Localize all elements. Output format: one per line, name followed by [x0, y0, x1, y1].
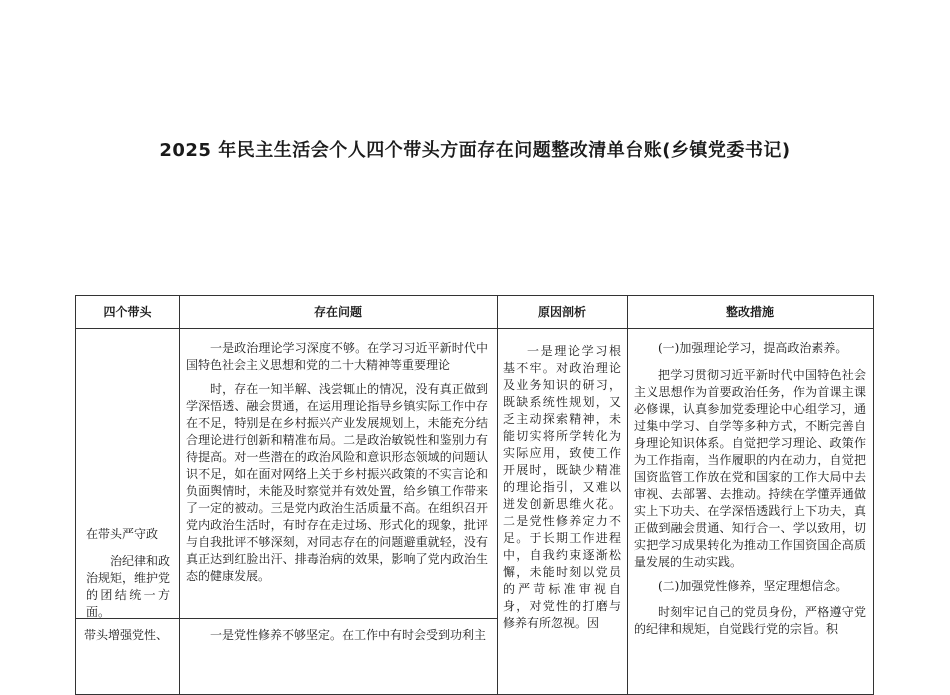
column-divider — [627, 296, 628, 694]
rectification-table — [75, 295, 874, 695]
measure-paragraph-1: 把学习贯彻习近平新时代中国特色社会主义思想作为首要政治任务，作为首课主课必修课，认真参加党委理论中心组学习，通过集中学习、自学等多种方式，不断完善自身理论知识体系。自觉把学习理论、政策作为工作指南，当作履职的内在动力，自觉把国资监管工作放在党和国家的工作大局中去审视、去部署、去推动。持续在学懂弄通做实上下功夫、在学深悟透践行上下功夫，真正做到融会贯通、知行合一、学以致用，切实把学习成果转化为推动工作国资国企高质量发展的生动实践。 — [634, 368, 866, 569]
measure-cell — [634, 340, 866, 638]
problem-paragraph-1: 一是政治理论学习深度不够。在学习习近平新时代中国特色社会主义思想和党的二十大精神等重要理论 — [186, 341, 488, 372]
page-title: 2025 年民主生活会个人四个带头方面存在问题整改清单台账(乡镇党委书记) — [159, 140, 791, 161]
header-divider — [76, 328, 873, 329]
lead-area-cell-2: 带头增强党性、 — [84, 628, 169, 642]
problem-cell — [186, 340, 488, 585]
measure-heading-2: (二)加强党性修养，坚定理想信念。 — [658, 579, 848, 593]
problem-paragraph-2: 时，存在一知半解、浅尝辄止的情况，没有真正做到学深悟透、融会贯通，在运用理论指导乡镇实际工作中存在不足，特别是在乡村振兴产业发展规划上，未能充分结合理论进行创新和精准布局。二是政治敏锐性和鉴别力有待提高。对一些潜在的政治风险和意识形态领域的问题认识不足，如在面对网络上关于乡村振兴政策的不实言论和负面舆情时，未能及时察觉并有效处置，给乡镇工作带来了一定的被动。三是党内政治生活质量不高。在组织召开党内政治生活时，有时存在走过场、形式化的现象，批评与自我批评不够深刻，对同志存在的问题避重就轻，没有真正达到红脸出汗、排毒治病的效果，影响了党内政治生态的健康发展。 — [186, 382, 488, 583]
header-problems: 存在问题 — [313, 305, 362, 319]
measure-paragraph-2: 时刻牢记自己的党员身份，严格遵守党的纪律和规矩，自觉践行党的宗旨。积 — [634, 605, 866, 636]
problem-cell-2 — [186, 627, 488, 644]
measure-heading-1: (一)加强理论学习，提高政治素养。 — [658, 341, 848, 355]
header-four-lead: 四个带头 — [103, 305, 152, 319]
header-measures: 整改措施 — [725, 305, 774, 319]
column-divider — [497, 296, 498, 694]
column-divider — [179, 296, 180, 694]
lead-area-cell — [86, 526, 170, 621]
cause-cell — [503, 343, 621, 632]
header-cause: 原因剖析 — [537, 305, 586, 319]
lead-area-line2: 治纪律和政治规矩，维护党的团结统一方面。 — [86, 554, 171, 619]
problem-paragraph-row2: 一是党性修养不够坚定。在工作中有时会受到功利主 — [210, 628, 487, 642]
lead-area-line1: 在带头严守政 — [86, 527, 159, 541]
cause-paragraph: 一是理论学习根基不牢。对政治理论及业务知识的研习，既缺系统性规划，又乏主动探索精神，未能切实将所学转化为实际应用，致使工作开展时，既缺少精准的理论指引，又难以迸发创新思维火花。二是党性修养定力不足。于长期工作进程中，自我约束逐渐松懈，未能时刻以党员的严苛标准审视自身，对党性的打磨与修养有所忽视。因 — [503, 344, 621, 630]
